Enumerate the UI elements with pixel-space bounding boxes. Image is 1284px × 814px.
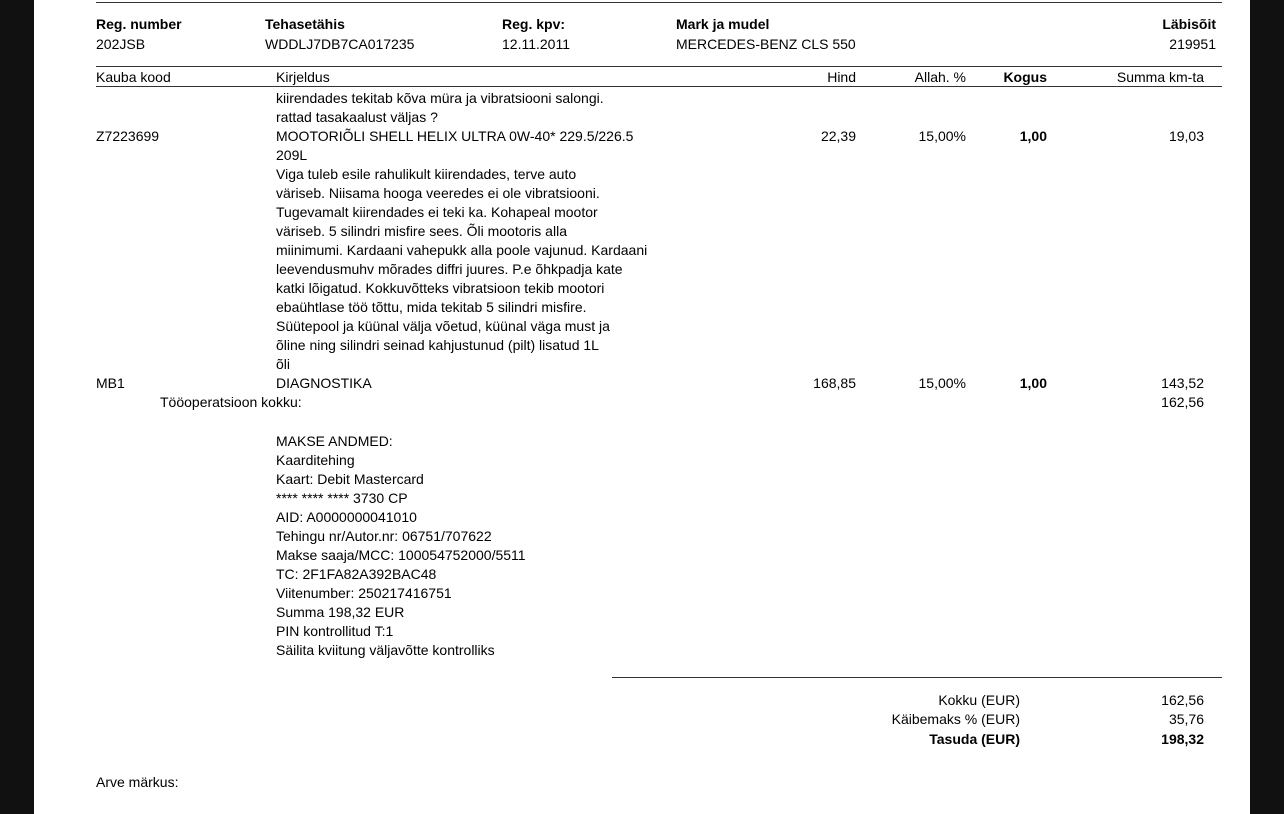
payment-line: Viitenumber: 250217416751 xyxy=(276,585,452,601)
payment-line: Kaarditehing xyxy=(276,452,355,468)
item1-line: ebaühtlase töö tõttu, mida tekitab 5 silindri misfire. xyxy=(276,299,587,315)
lead-line: kiirendades tekitab kõva müra ja vibratsiooni salongi. xyxy=(276,90,604,106)
subtotal-value: 162,56 xyxy=(1161,394,1204,410)
item2-code: MB1 xyxy=(96,375,125,391)
model-label: Mark ja mudel xyxy=(676,16,770,32)
item1-price: 22,39 xyxy=(820,128,856,144)
vat-value: 35,76 xyxy=(1168,711,1204,727)
item2-qty: 1,00 xyxy=(1019,375,1047,391)
item2-discount: 15,00% xyxy=(918,375,966,391)
payment-line: MAKSE ANDMED: xyxy=(276,433,393,449)
mileage-value: 219951 xyxy=(1169,36,1216,52)
payment-line: Kaart: Debit Mastercard xyxy=(276,471,424,487)
col-code: Kauba kood xyxy=(96,69,171,85)
item1-line: Viga tuleb esile rahulikult kiirendades, terve auto xyxy=(276,166,577,182)
item1-line: MOOTORIÕLI SHELL HELIX ULTRA 0W-40* 229.5/226.5 xyxy=(276,128,634,144)
vat-label: Käibemaks % (EUR) xyxy=(891,711,1020,727)
item1-sum: 19,03 xyxy=(1168,128,1204,144)
vin-label: Tehasetähis xyxy=(265,16,345,32)
header-rule xyxy=(96,66,1222,67)
reg-date-value: 12.11.2011 xyxy=(502,36,570,52)
item1-line: väriseb. Niisama hooga veeredes ei ole vibratsiooni. xyxy=(276,185,600,201)
payment-line: Makse saaja/MCC: 100054752000/5511 xyxy=(276,547,526,563)
mileage-label: Läbisõit xyxy=(1162,16,1216,32)
payment-line: AID: A0000000041010 xyxy=(276,509,417,525)
item1-discount: 15,00% xyxy=(918,128,966,144)
payment-line: TC: 2F1FA82A392BAC48 xyxy=(276,566,437,582)
payment-line: **** **** **** 3730 CP xyxy=(276,490,408,506)
item1-line: Süütepool ja küünal välja võetud, küünal väga must ja xyxy=(276,318,610,334)
invoice-page xyxy=(34,0,1250,814)
item2-description: DIAGNOSTIKA xyxy=(276,375,372,391)
invoice-note-label: Arve märkus: xyxy=(96,774,179,790)
item1-line: 209L xyxy=(276,147,308,163)
vin-value: WDDLJ7DB7CA017235 xyxy=(265,36,415,52)
description-block xyxy=(276,89,736,393)
payment-details xyxy=(276,432,526,660)
amount-due-value: 198,32 xyxy=(1161,731,1204,747)
top-rule xyxy=(96,2,1222,3)
totals-rule xyxy=(612,677,1222,678)
col-sum: Summa km-ta xyxy=(1116,69,1204,85)
item1-line: Tugevamalt kiirendades ei teki ka. Kohapeal mootor xyxy=(276,204,598,220)
total-value: 162,56 xyxy=(1161,692,1204,708)
item1-line: katki lõigatud. Kokkuvõtteks vibratsioon tekib mootori xyxy=(276,280,605,296)
subtotal-label: Tööoperatsioon kokku: xyxy=(160,394,302,410)
item1-line: miinimumi. Kardaani vahepukk alla poole vajunud. Kardaani xyxy=(276,242,648,258)
item1-line: õli xyxy=(276,356,291,372)
col-price: Hind xyxy=(827,69,856,85)
amount-due-label: Tasuda (EUR) xyxy=(929,731,1020,747)
col-description: Kirjeldus xyxy=(276,69,330,85)
col-discount: Allah. % xyxy=(914,69,966,85)
reg-number-label: Reg. number xyxy=(96,16,182,32)
payment-line: Säilita kviitung väljavõtte kontrolliks xyxy=(276,642,495,658)
item2-price: 168,85 xyxy=(813,375,856,391)
payment-line: PIN kontrollitud T:1 xyxy=(276,623,394,639)
reg-date-label: Reg. kpv: xyxy=(502,16,566,32)
payment-line: Summa 198,32 EUR xyxy=(276,604,405,620)
col-qty: Kogus xyxy=(1003,69,1047,85)
column-rule xyxy=(96,86,1222,87)
payment-line: Tehingu nr/Autor.nr: 06751/707622 xyxy=(276,528,492,544)
item1-line: õline ning silindri seinad kahjustunud (pilt) lisatud 1L xyxy=(276,337,599,353)
item1-line: väriseb. 5 silindri misfire sees. Õli mootoris alla xyxy=(276,223,567,239)
item1-line: leevendusmuhv mõrades diffri juures. P.e õhkpadja kate xyxy=(276,261,623,277)
lead-line: rattad tasakaalust väljas ? xyxy=(276,109,438,125)
model-value: MERCEDES-BENZ CLS 550 xyxy=(676,36,856,52)
item1-qty: 1,00 xyxy=(1019,128,1047,144)
item1-code: Z7223699 xyxy=(96,128,160,144)
total-label: Kokku (EUR) xyxy=(938,692,1020,708)
item2-sum: 143,52 xyxy=(1161,375,1204,391)
reg-number-value: 202JSB xyxy=(96,36,146,52)
